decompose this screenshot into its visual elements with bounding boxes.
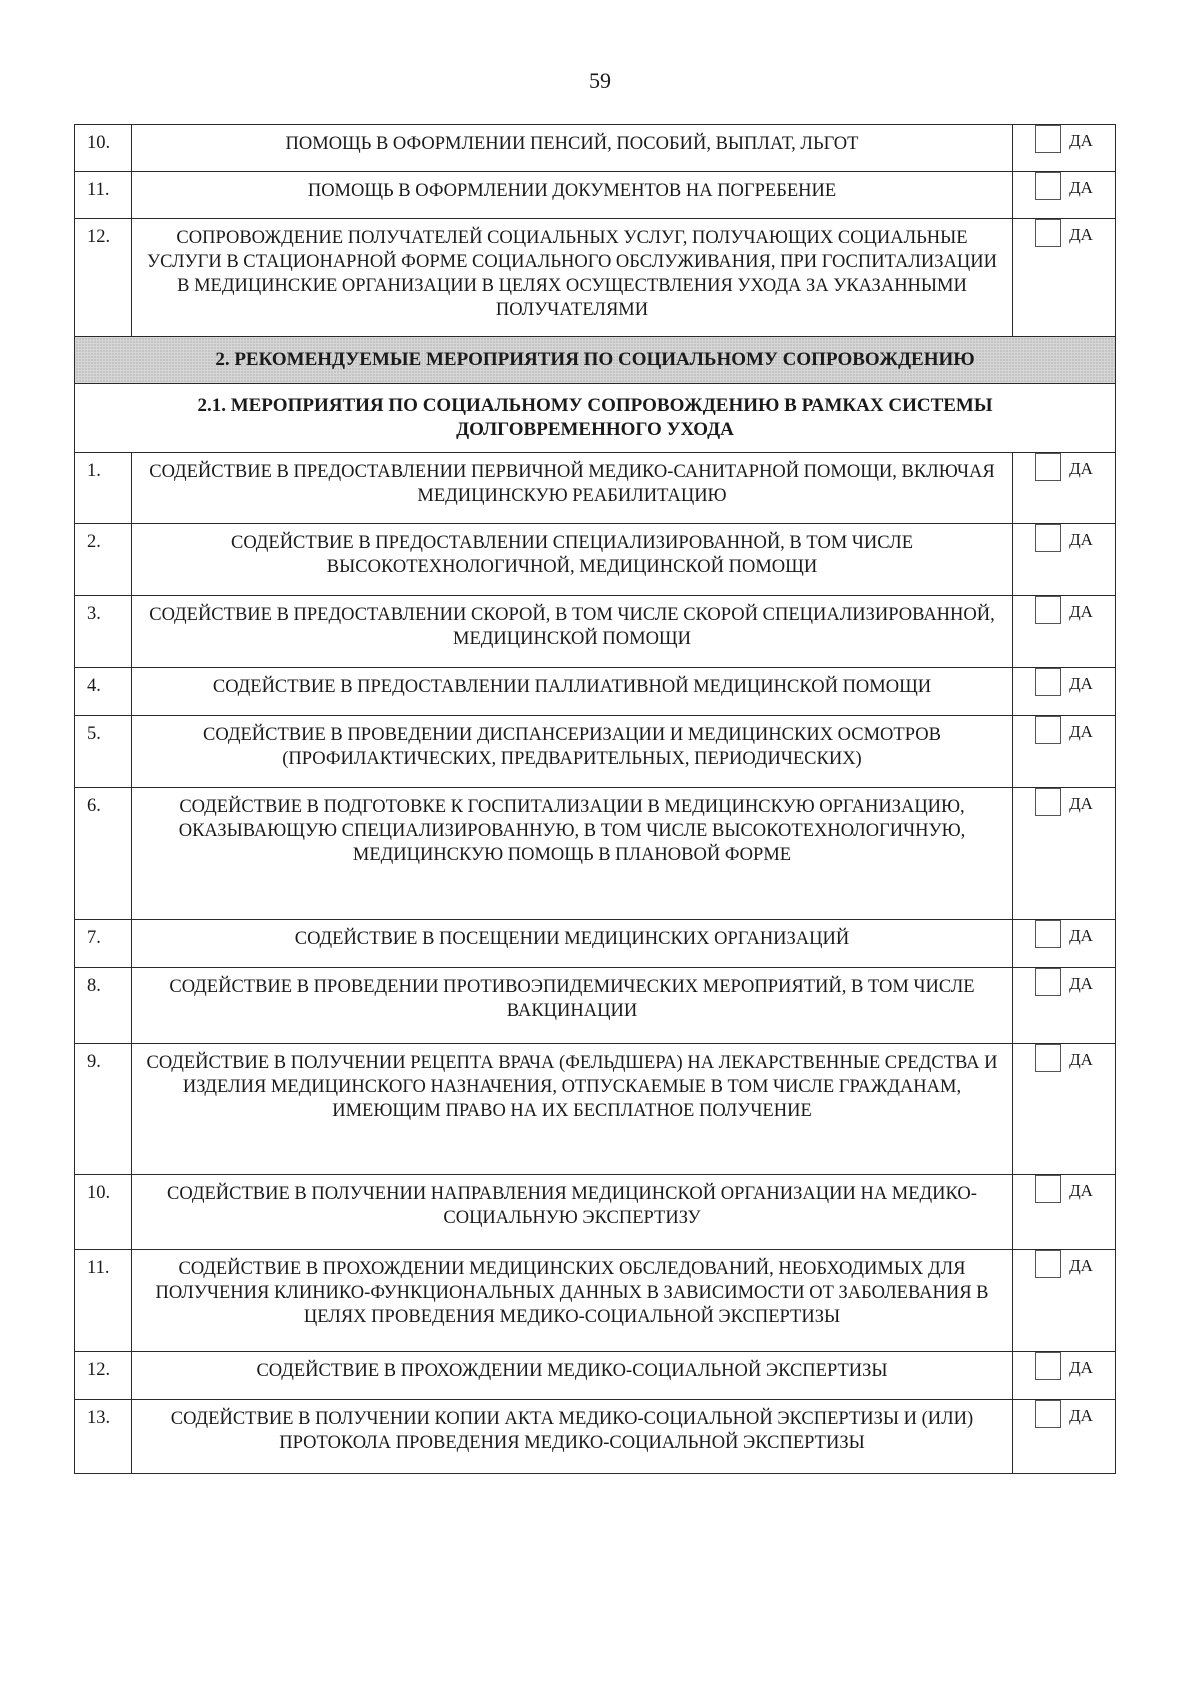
yes-checkbox[interactable] xyxy=(1035,1352,1061,1380)
yes-checkbox[interactable] xyxy=(1035,968,1061,996)
table-row xyxy=(75,1352,1116,1400)
yes-label: ДА xyxy=(1069,459,1093,478)
yes-checkbox[interactable] xyxy=(1035,1400,1061,1428)
table-row xyxy=(75,524,1116,596)
yes-checkbox[interactable] xyxy=(1035,125,1061,153)
table-row xyxy=(75,1175,1116,1250)
yes-label: ДА xyxy=(1069,926,1093,945)
table-row xyxy=(75,125,1116,172)
check-cell xyxy=(1013,1175,1116,1250)
check-cell xyxy=(1013,1400,1116,1474)
yes-checkbox[interactable] xyxy=(1035,172,1061,200)
yes-label: ДА xyxy=(1069,602,1093,621)
check-cell xyxy=(1013,219,1116,337)
yes-label: ДА xyxy=(1069,1050,1093,1069)
check-cell xyxy=(1013,172,1116,219)
yes-checkbox[interactable] xyxy=(1035,219,1061,247)
row-text: ПОМОЩЬ В ОФОРМЛЕНИИ ДОКУМЕНТОВ НА ПОГРЕБЕНИЕ xyxy=(132,172,1013,219)
check-cell xyxy=(1013,1352,1116,1400)
check-cell xyxy=(1013,1250,1116,1352)
yes-label: ДА xyxy=(1069,1256,1093,1275)
yes-label: ДА xyxy=(1069,974,1093,993)
check-cell xyxy=(1013,125,1116,172)
row-number: 7. xyxy=(75,920,132,968)
check-cell xyxy=(1013,1044,1116,1175)
yes-checkbox[interactable] xyxy=(1035,1044,1061,1072)
row-number: 13. xyxy=(75,1400,132,1474)
yes-label: ДА xyxy=(1069,794,1093,813)
row-number: 9. xyxy=(75,1044,132,1175)
table-row xyxy=(75,219,1116,337)
table-row xyxy=(75,716,1116,788)
row-text: СОДЕЙСТВИЕ В ПРЕДОСТАВЛЕНИИ ПАЛЛИАТИВНОЙ МЕДИЦИНСКОЙ ПОМОЩИ xyxy=(132,668,1013,716)
row-text: СОДЕЙСТВИЕ В ПОДГОТОВКЕ К ГОСПИТАЛИЗАЦИИ В МЕДИЦИНСКУЮ ОРГАНИЗАЦИЮ, ОКАЗЫВАЮЩУЮ СПЕЦИАЛИЗИРОВАННУЮ, В ТОМ ЧИСЛЕ ВЫСОКОТЕХНОЛОГИЧНУЮ, МЕДИЦИНСКУЮ ПОМОЩЬ В ПЛАНОВОЙ ФОРМЕ xyxy=(132,788,1013,920)
check-cell xyxy=(1013,596,1116,668)
services-table xyxy=(74,124,1116,1474)
yes-label: ДА xyxy=(1069,722,1093,741)
yes-label: ДА xyxy=(1069,131,1093,150)
section-2-1-title: 2.1. МЕРОПРИЯТИЯ ПО СОЦИАЛЬНОМУ СОПРОВОЖДЕНИЮ В РАМКАХ СИСТЕМЫ ДОЛГОВРЕМЕННОГО УХОДА xyxy=(75,384,1116,453)
yes-checkbox[interactable] xyxy=(1035,788,1061,816)
check-cell xyxy=(1013,716,1116,788)
yes-checkbox[interactable] xyxy=(1035,453,1061,481)
row-number: 4. xyxy=(75,668,132,716)
check-cell xyxy=(1013,453,1116,524)
section-2-title: 2. РЕКОМЕНДУЕМЫЕ МЕРОПРИЯТИЯ ПО СОЦИАЛЬНОМУ СОПРОВОЖДЕНИЮ xyxy=(75,337,1116,384)
table-row xyxy=(75,1250,1116,1352)
yes-checkbox[interactable] xyxy=(1035,1250,1061,1278)
table-row xyxy=(75,1400,1116,1474)
row-number: 12. xyxy=(75,1352,132,1400)
yes-label: ДА xyxy=(1069,1406,1093,1425)
row-number: 12. xyxy=(75,219,132,337)
yes-label: ДА xyxy=(1069,1358,1093,1377)
row-text: СОДЕЙСТВИЕ В ПРЕДОСТАВЛЕНИИ СКОРОЙ, В ТОМ ЧИСЛЕ СКОРОЙ СПЕЦИАЛИЗИРОВАННОЙ, МЕДИЦИНСКОЙ ПОМОЩИ xyxy=(132,596,1013,668)
table-row xyxy=(75,1044,1116,1175)
page-number: 59 xyxy=(589,68,611,93)
table-row xyxy=(75,668,1116,716)
yes-checkbox[interactable] xyxy=(1035,524,1061,552)
row-text: СОДЕЙСТВИЕ В ПОЛУЧЕНИИ НАПРАВЛЕНИЯ МЕДИЦИНСКОЙ ОРГАНИЗАЦИИ НА МЕДИКО-СОЦИАЛЬНУЮ ЭКСПЕРТИЗУ xyxy=(132,1175,1013,1250)
row-text: СОДЕЙСТВИЕ В ПРЕДОСТАВЛЕНИИ ПЕРВИЧНОЙ МЕДИКО-САНИТАРНОЙ ПОМОЩИ, ВКЛЮЧАЯ МЕДИЦИНСКУЮ РЕАБИЛИТАЦИЮ xyxy=(132,453,1013,524)
yes-checkbox[interactable] xyxy=(1035,716,1061,744)
check-cell xyxy=(1013,920,1116,968)
check-cell xyxy=(1013,968,1116,1044)
yes-checkbox[interactable] xyxy=(1035,668,1061,696)
table-row xyxy=(75,920,1116,968)
row-number: 8. xyxy=(75,968,132,1044)
yes-checkbox[interactable] xyxy=(1035,596,1061,624)
table-row xyxy=(75,788,1116,920)
row-text: СОДЕЙСТВИЕ В ПРЕДОСТАВЛЕНИИ СПЕЦИАЛИЗИРОВАННОЙ, В ТОМ ЧИСЛЕ ВЫСОКОТЕХНОЛОГИЧНОЙ, МЕДИЦИНСКОЙ ПОМОЩИ xyxy=(132,524,1013,596)
row-number: 1. xyxy=(75,453,132,524)
yes-label: ДА xyxy=(1069,225,1093,244)
row-number: 2. xyxy=(75,524,132,596)
row-text: СОДЕЙСТВИЕ В ПОСЕЩЕНИИ МЕДИЦИНСКИХ ОРГАНИЗАЦИЙ xyxy=(132,920,1013,968)
row-number: 5. xyxy=(75,716,132,788)
yes-label: ДА xyxy=(1069,674,1093,693)
row-number: 10. xyxy=(75,1175,132,1250)
table-row xyxy=(75,596,1116,668)
row-number: 3. xyxy=(75,596,132,668)
row-number: 6. xyxy=(75,788,132,920)
row-number: 10. xyxy=(75,125,132,172)
row-text: СОДЕЙСТВИЕ В ПОЛУЧЕНИИ КОПИИ АКТА МЕДИКО-СОЦИАЛЬНОЙ ЭКСПЕРТИЗЫ И (ИЛИ) ПРОТОКОЛА ПРОВЕДЕНИЯ МЕДИКО-СОЦИАЛЬНОЙ ЭКСПЕРТИЗЫ xyxy=(132,1400,1013,1474)
check-cell xyxy=(1013,788,1116,920)
row-text: ПОМОЩЬ В ОФОРМЛЕНИИ ПЕНСИЙ, ПОСОБИЙ, ВЫПЛАТ, ЛЬГОТ xyxy=(132,125,1013,172)
yes-checkbox[interactable] xyxy=(1035,1175,1061,1203)
yes-label: ДА xyxy=(1069,1181,1093,1200)
subsection-header xyxy=(75,384,1116,453)
row-text: СОДЕЙСТВИЕ В ПРОХОЖДЕНИИ МЕДИКО-СОЦИАЛЬНОЙ ЭКСПЕРТИЗЫ xyxy=(132,1352,1013,1400)
check-cell xyxy=(1013,524,1116,596)
check-cell xyxy=(1013,668,1116,716)
row-text: СОПРОВОЖДЕНИЕ ПОЛУЧАТЕЛЕЙ СОЦИАЛЬНЫХ УСЛУГ, ПОЛУЧАЮЩИХ СОЦИАЛЬНЫЕ УСЛУГИ В СТАЦИОНАРНОЙ ФОРМЕ СОЦИАЛЬНОГО ОБСЛУЖИВАНИЯ, ПРИ ГОСПИТАЛИЗАЦИИ В МЕДИЦИНСКИЕ ОРГАНИЗАЦИИ В ЦЕЛЯХ ОСУЩЕСТВЛЕНИЯ УХОДА ЗА УКАЗАННЫМИ ПОЛУЧАТЕЛЯМИ xyxy=(132,219,1013,337)
yes-label: ДА xyxy=(1069,530,1093,549)
yes-checkbox[interactable] xyxy=(1035,920,1061,948)
table-row xyxy=(75,172,1116,219)
row-number: 11. xyxy=(75,172,132,219)
table-row xyxy=(75,968,1116,1044)
row-number: 11. xyxy=(75,1250,132,1352)
table-row xyxy=(75,453,1116,524)
section-header xyxy=(75,337,1116,384)
row-text: СОДЕЙСТВИЕ В ПРОВЕДЕНИИ ДИСПАНСЕРИЗАЦИИ И МЕДИЦИНСКИХ ОСМОТРОВ (ПРОФИЛАКТИЧЕСКИХ, ПРЕДВАРИТЕЛЬНЫХ, ПЕРИОДИЧЕСКИХ) xyxy=(132,716,1013,788)
yes-label: ДА xyxy=(1069,178,1093,197)
row-text: СОДЕЙСТВИЕ В ПРОВЕДЕНИИ ПРОТИВОЭПИДЕМИЧЕСКИХ МЕРОПРИЯТИЙ, В ТОМ ЧИСЛЕ ВАКЦИНАЦИИ xyxy=(132,968,1013,1044)
row-text: СОДЕЙСТВИЕ В ПОЛУЧЕНИИ РЕЦЕПТА ВРАЧА (ФЕЛЬДШЕРА) НА ЛЕКАРСТВЕННЫЕ СРЕДСТВА И ИЗДЕЛИЯ МЕДИЦИНСКОГО НАЗНАЧЕНИЯ, ОТПУСКАЕМЫЕ В ТОМ ЧИСЛЕ ГРАЖДАНАМ, ИМЕЮЩИМ ПРАВО НА ИХ БЕСПЛАТНОЕ ПОЛУЧЕНИЕ xyxy=(132,1044,1013,1175)
row-text: СОДЕЙСТВИЕ В ПРОХОЖДЕНИИ МЕДИЦИНСКИХ ОБСЛЕДОВАНИЙ, НЕОБХОДИМЫХ ДЛЯ ПОЛУЧЕНИЯ КЛИНИКО-ФУНКЦИОНАЛЬНЫХ ДАННЫХ В ЗАВИСИМОСТИ ОТ ЗАБОЛЕВАНИЯ В ЦЕЛЯХ ПРОВЕДЕНИЯ МЕДИКО-СОЦИАЛЬНОЙ ЭКСПЕРТИЗЫ xyxy=(132,1250,1013,1352)
